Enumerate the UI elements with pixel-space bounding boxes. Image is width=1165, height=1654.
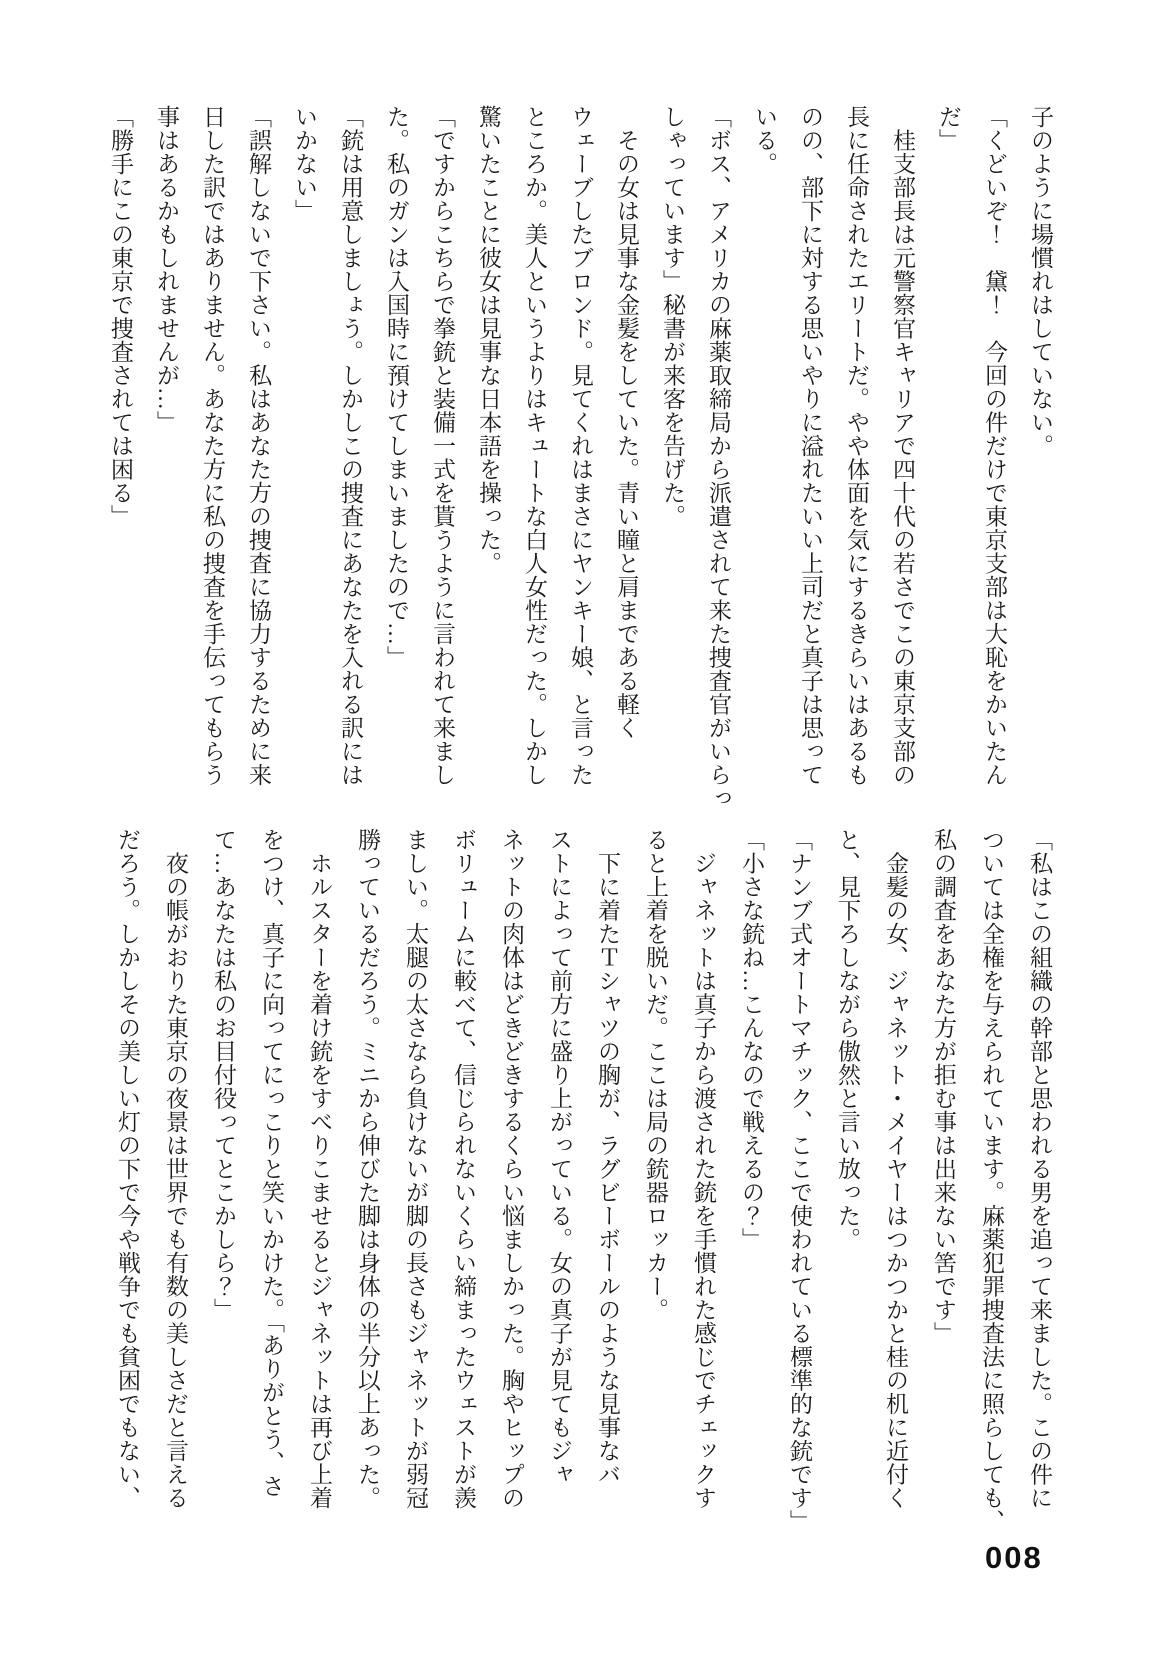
text-column: 長に任命されたエリートだ。やや体面を気にするきらいはあるも bbox=[844, 105, 869, 787]
text-column: 「くどいぞ！ 黛！ 今回の件だけで東京支部は大恥をかいたん bbox=[982, 105, 1007, 787]
text-column: いかない」 bbox=[292, 105, 317, 223]
text-column: ましい。太腿の太さなら負けないが脚の長さもジャネットが弱冠 bbox=[403, 828, 428, 1510]
text-column: 夜の帳がおりた東京の夜景は世界でも有数の美しさだと言える bbox=[163, 828, 188, 1510]
page-number: 008 bbox=[985, 1540, 1043, 1575]
lower-text-block bbox=[103, 828, 1063, 1533]
text-column: ジャネットは真子から渡された銃を手慣れた感じでチェックす bbox=[691, 828, 716, 1510]
text-column: 子のように場慣れはしていない。 bbox=[1028, 105, 1053, 458]
text-column: ネットの肉体はどきどきするくらい悩ましかった。胸やヒップの bbox=[499, 828, 524, 1510]
text-column: 「ナンブ式オートマチック、ここで使われている標準的な銃です」 bbox=[787, 828, 812, 1533]
text-column: 「銃は用意しましょう。しかしこの捜査にあなたを入れる訳には bbox=[338, 105, 363, 787]
text-column: ると上着を脱いだ。ここは局の銃器ロッカー。 bbox=[643, 828, 668, 1322]
text-column: 「ボス、アメリカの麻薬取締局から派遣されて来た捜査官がいらっ bbox=[706, 105, 731, 810]
text-column: 勝っているだろう。ミニから伸びた脚は身体の半分以上あった。 bbox=[355, 828, 380, 1510]
text-column: 桂支部長は元警察官キャリアで四十代の若さでこの東京支部の bbox=[890, 105, 915, 787]
text-column: ホルスターを着け銃をすべりこませるとジャネットは再び上着 bbox=[307, 828, 332, 1510]
text-column: 下に着たＴシャツの胸が、ラグビーボールのような見事なバ bbox=[595, 828, 620, 1486]
text-column: た。私のガンは入国時に預けてしまいましたので…」 bbox=[384, 105, 409, 669]
text-column: しゃっています」秘書が来客を告げた。 bbox=[660, 105, 685, 528]
text-column: ボリュームに較べて、信じられないくらい締まったウェストが羨 bbox=[451, 828, 476, 1510]
text-column: 「勝手にこの東京で捜査されては困る」 bbox=[108, 105, 133, 528]
text-column: て…あなたは私のお目付役ってとこかしら？」 bbox=[211, 828, 236, 1322]
text-column: ついては全権を与えられています。麻薬犯罪捜査法に照らしても、 bbox=[979, 828, 1004, 1533]
text-column: 「小さな銃ね…こんなので戦えるの？」 bbox=[739, 828, 764, 1251]
text-column: と、見下ろしながら傲然と言い放った。 bbox=[835, 828, 860, 1251]
text-column: ところか。美人というよりはキュートな白人女性だった。しかし bbox=[522, 105, 547, 787]
text-column: 事はあるかもしれませんが…」 bbox=[154, 105, 179, 434]
text-column: 「私はこの組織の幹部と思われる男を追って来ました。この件に bbox=[1027, 828, 1052, 1510]
text-column: 日した訳ではありません。あなた方に私の捜査を手伝ってもらう bbox=[200, 105, 225, 787]
text-column: 私の調査をあなた方が拒む事は出来ない筈です」 bbox=[931, 828, 956, 1345]
text-column: ストによって前方に盛り上がっている。女の真子が見てもジャ bbox=[547, 828, 572, 1486]
text-column: その女は見事な金髪をしていた。青い瞳と肩まである軽く bbox=[614, 105, 639, 740]
text-column: 驚いたことに彼女は見事な日本語を操った。 bbox=[476, 105, 501, 575]
text-column: だ」 bbox=[936, 105, 961, 152]
text-column: のの、部下に対する思いやりに溢れたいい上司だと真子は思って bbox=[798, 105, 823, 787]
text-column: だろう。しかしその美しい灯の下で今や戦争でも貧困でもない、 bbox=[115, 828, 140, 1510]
text-column: ウェーブしたブロンド。見てくれはまさにヤンキー娘、と言った bbox=[568, 105, 593, 787]
text-column: 「ですからこちらで拳銃と装備一式を貰うように言われて来まし bbox=[430, 105, 455, 787]
text-column: 金髪の女、ジャネット・メイヤーはつかつかと桂の机に近付く bbox=[883, 828, 908, 1510]
upper-text-block bbox=[97, 105, 1063, 810]
text-column: をつけ、真子に向ってにっこりと笑いかけた。「ありがとう、さ bbox=[259, 828, 284, 1498]
text-column: いる。 bbox=[752, 105, 777, 176]
text-column: 「誤解しないで下さい。私はあなた方の捜査に協力するために来 bbox=[246, 105, 271, 787]
